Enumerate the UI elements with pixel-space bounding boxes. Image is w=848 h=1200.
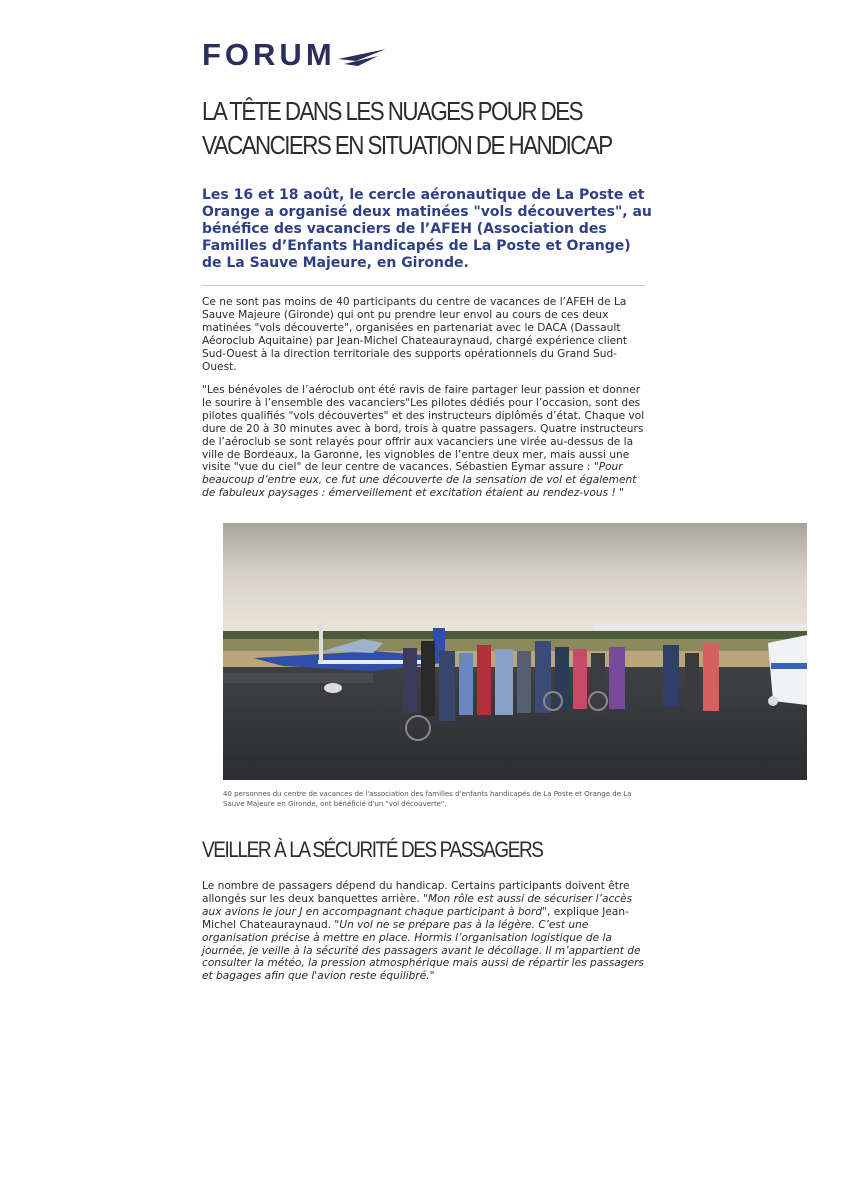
quote-text: Mon rôle est aussi de sécuriser l’accès aux avions le jour J en accompagnant chaque participant à bord <box>202 892 633 918</box>
article-lead: Les 16 et 18 août, le cercle aéronautique de La Poste et Orange a organisé deux matinées "vols découvertes", au bénéfice des vacanciers de l’AFEH (Association des Familles d’Enfants Handicapés de La Poste et Orange) de La Sauve Majeure, en Gironde. <box>202 187 652 271</box>
body-paragraph-1: Ce ne sont pas moins de 40 participants du centre de vacances de l’AFEH de La Sauve Majeure (Gironde) qui ont pu prendre leur envol au cours de ces deux matinées "vols découverte", organisées en partenariat avec le DACA (Dassault Aéoroclub Aquitaine) par Jean-Michel Chateauraynaud, chargé expérience client Sud-Ouest à la direction territoriale des supports opérationnels du Grand Sud-Ouest. <box>202 296 628 373</box>
article-headline: LA TÊTE DANS LES NUAGES POUR DES VACANCIERS EN SITUATION DE HANDICAP <box>202 96 612 160</box>
wing-icon <box>338 44 386 68</box>
paragraph-text: ", explique Jean-Michel Chateauraynaud. " <box>202 905 629 931</box>
paragraph-text: "Les bénévoles de l’aéroclub ont été ravis de faire partager leur passion et donner le sourire à l’ensemble des vacanciers"Les pilotes dédiés pour l’occasion, sont des pilotes qualifiés "vols découvertes" et des instructeurs diplômés d’état. Chaque vol dure de 20 à 30 minutes avec à bord, trois à quatre passagers. Quatre instructeurs de l’aéroclub se sont relayés pour offrir aux vacanciers une virée au-dessus de la ville de Bordeaux, la Garonne, les vignobles de l’entre deux mer, mais aussi une visite "vue du ciel" de leur centre de vacances. Sébastien Eymar assure : " <box>202 384 645 474</box>
quote-text: Pour beaucoup d’entre eux, ce fut une découverte de la sensation de vol et également de fabuleux paysages : émerveillement et excitation étaient au rendez-vous ! <box>202 461 637 500</box>
group-photo <box>223 523 807 780</box>
body-paragraph-3 <box>202 880 647 983</box>
body-paragraph-2 <box>202 384 647 500</box>
paragraph-text: " <box>619 487 624 500</box>
paragraph-text: Le nombre de passagers dépend du handicap. Certains participants doivent être allongés sur les deux banquettes arrière. " <box>202 880 630 905</box>
logo-wordmark: FORUM <box>202 37 336 72</box>
paragraph-text: " <box>429 970 435 983</box>
divider <box>202 285 645 286</box>
forum-logo <box>202 38 386 72</box>
photo-caption: 40 personnes du centre de vacances de l'association des familles d'enfants handicapés de La Poste et Orange de La Sauve Majeure en Gironde, ont bénéficié d'un "vol découverte". <box>223 790 632 808</box>
section-heading: VEILLER À LA SÉCURITÉ DES PASSAGERS <box>202 837 543 862</box>
quote-text: Un vol ne se prépare pas à la légère. C’est une organisation précise à mettre en place. Hormis l’organisation logistique de la journée, je veille à la sécurité des passagers avant le décollage. Il m’appartient de consulter la météo, la pression atmosphérique mais aussi de répartir les passagers et bagages afin que l'avion reste équilibré. <box>202 918 644 983</box>
